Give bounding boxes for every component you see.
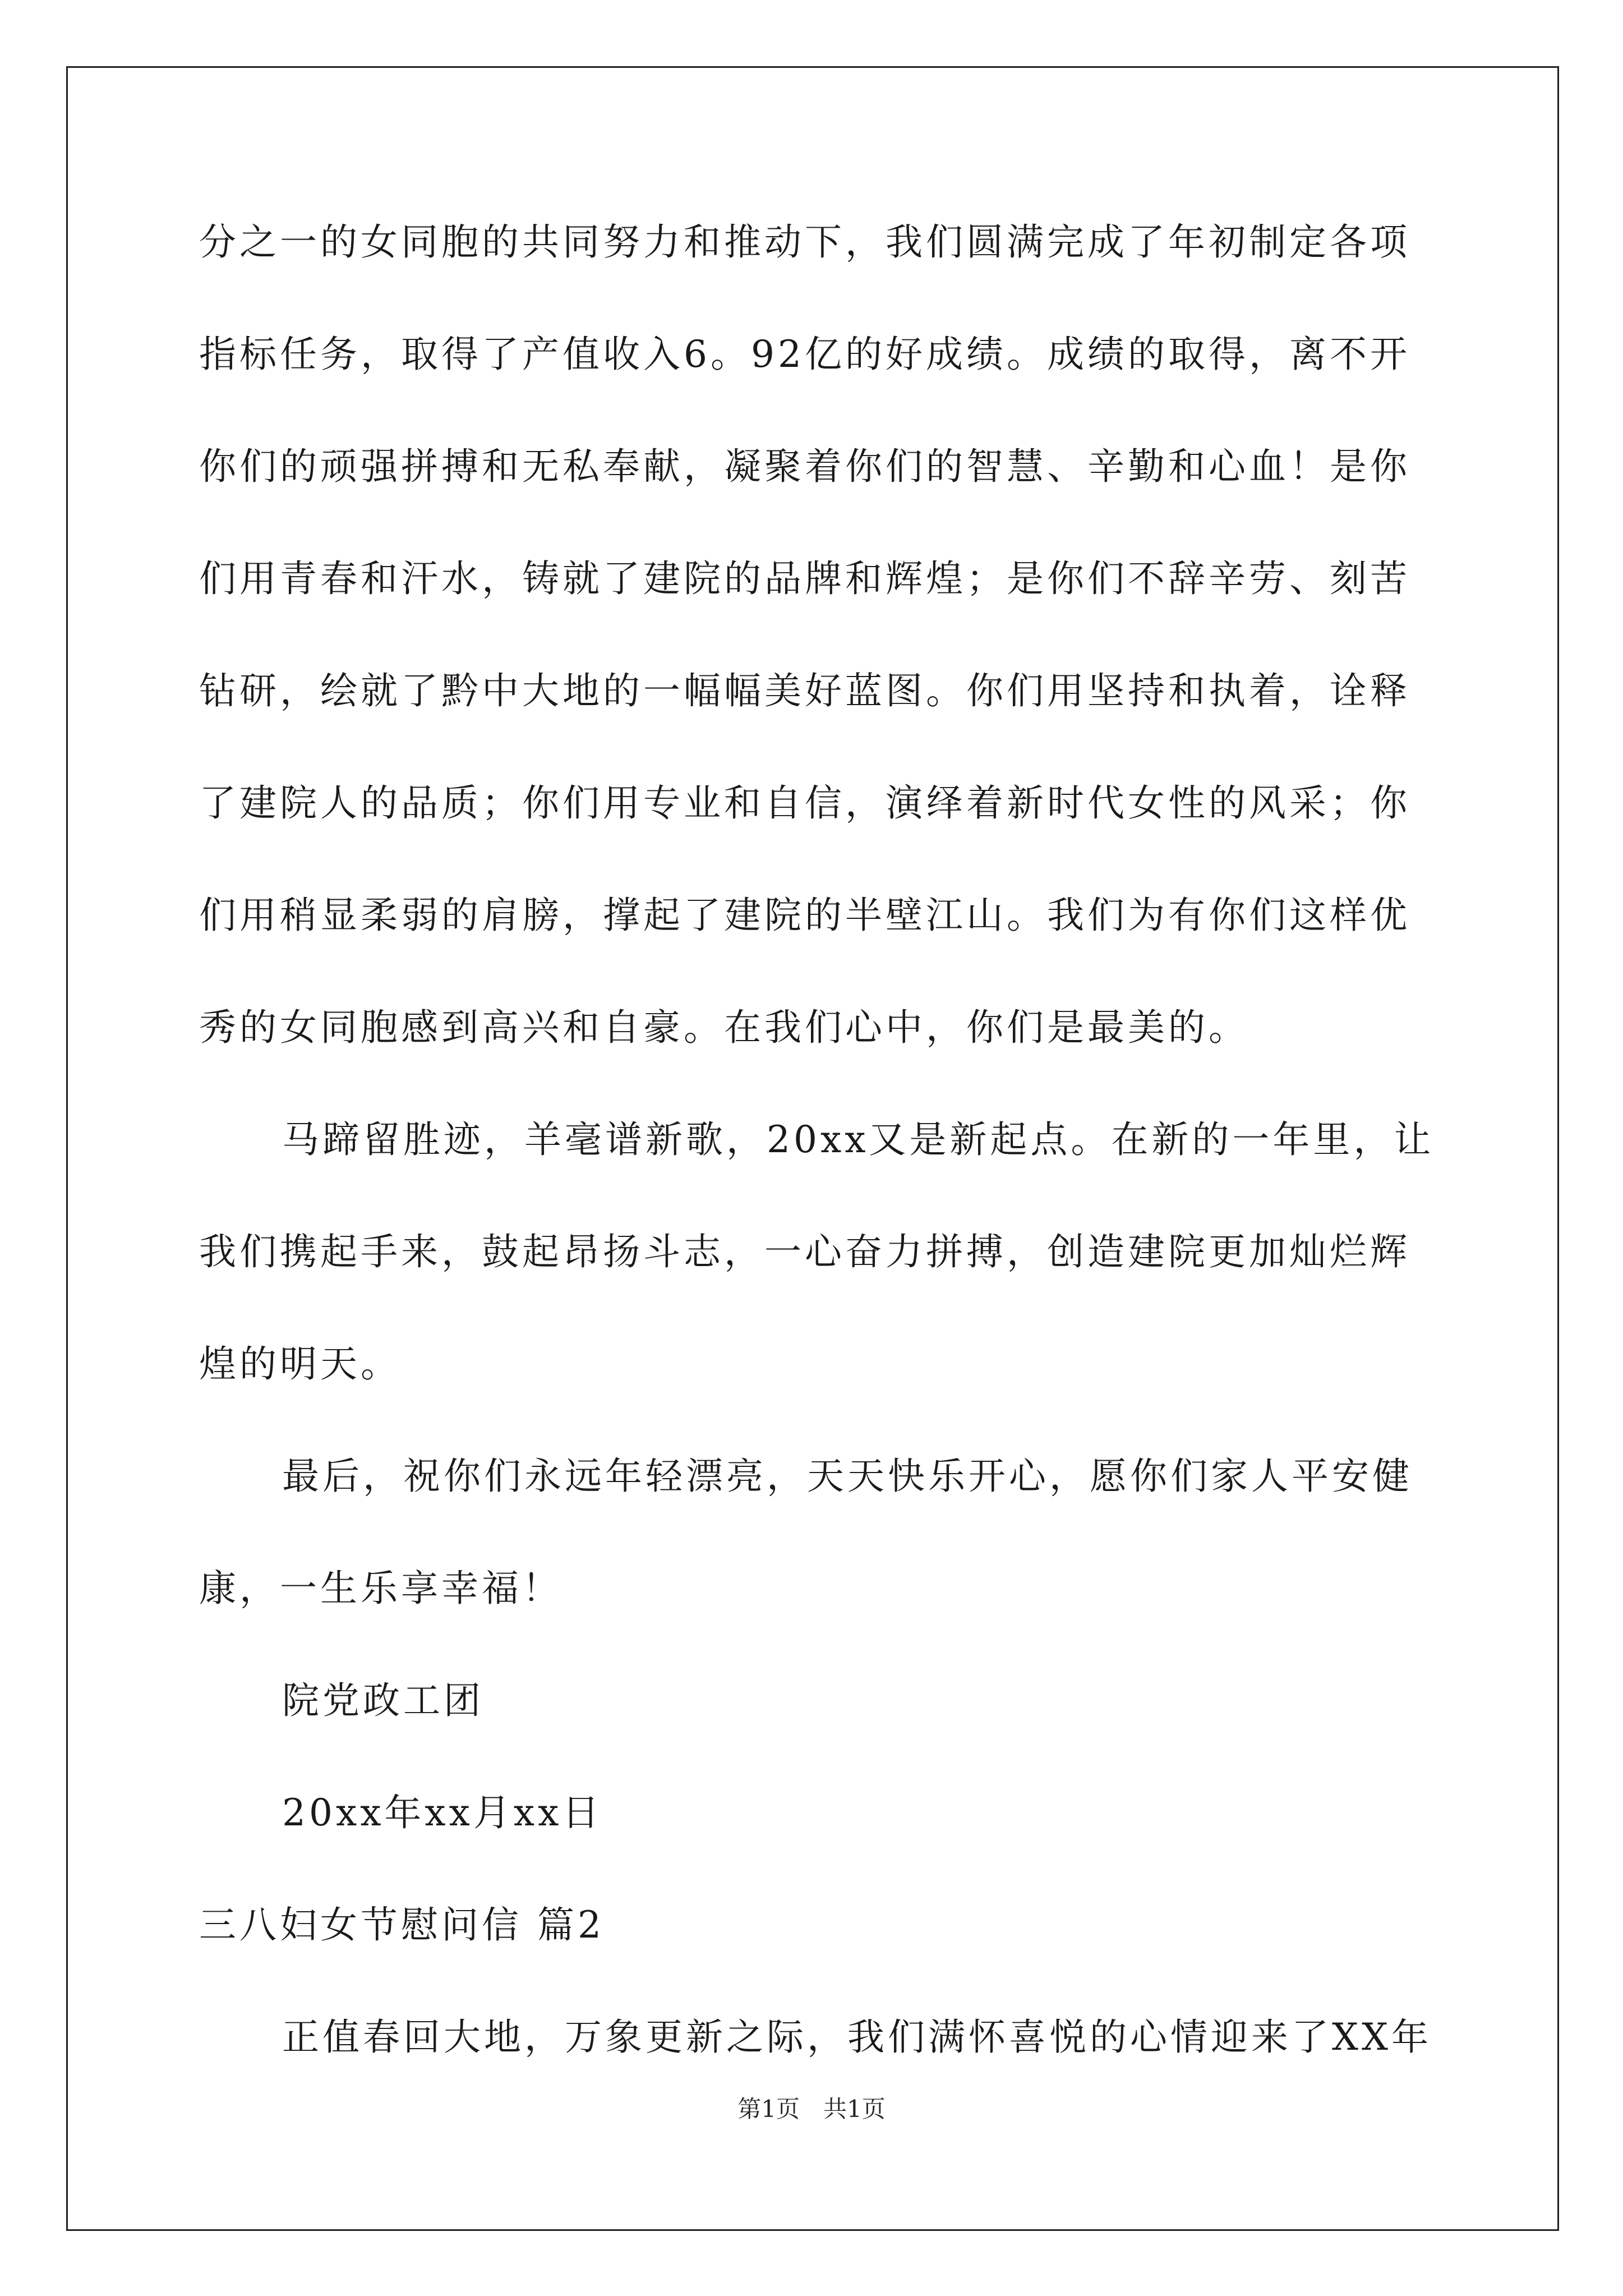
text-line: 秀的女同胞感到高兴和自豪。在我们心中，你们是最美的。 — [199, 1006, 1249, 1049]
text-line: 们用青春和汗水，铸就了建院的品牌和辉煌；是你们不辞辛劳、刻苦 — [199, 557, 1410, 600]
text-line: 煌的明天。 — [199, 1342, 401, 1386]
page-footer: 第1页 共1页 — [737, 2095, 886, 2123]
text-line-indented: 正值春回大地，万象更新之际，我们满怀喜悦的心情迎来了XX年 — [282, 2016, 1432, 2059]
section-heading: 三八妇女节慰问信 篇2 — [199, 1903, 605, 1947]
signature-date: 20xx年xx月xx日 — [282, 1791, 603, 1834]
text-line-indented: 马蹄留胜迹，羊毫谱新歌，20xx又是新起点。在新的一年里，让 — [282, 1118, 1435, 1161]
text-line: 我们携起手来，鼓起昂扬斗志，一心奋力拼搏，创造建院更加灿烂辉 — [199, 1230, 1410, 1273]
text-line: 了建院人的品质；你们用专业和自信，演绎着新时代女性的风采；你 — [199, 781, 1410, 825]
text-line: 钻研，绘就了黔中大地的一幅幅美好蓝图。你们用坚持和执着，诠释 — [199, 669, 1410, 712]
text-line: 分之一的女同胞的共同努力和推动下，我们圆满完成了年初制定各项 — [199, 220, 1410, 264]
text-line: 你们的顽强拼搏和无私奉献，凝聚着你们的智慧、辛勤和心血！是你 — [199, 445, 1410, 488]
text-line: 指标任务，取得了产值收入6。92亿的好成绩。成绩的取得，离不开 — [199, 333, 1410, 376]
text-line-indented: 最后，祝你们永远年轻漂亮，天天快乐开心，愿你们家人平安健 — [282, 1455, 1413, 1498]
signature-org: 院党政工团 — [282, 1679, 484, 1722]
text-line: 们用稍显柔弱的肩膀，撑起了建院的半壁江山。我们为有你们这样优 — [199, 894, 1410, 937]
text-line: 康，一生乐享幸福！ — [199, 1567, 562, 1610]
